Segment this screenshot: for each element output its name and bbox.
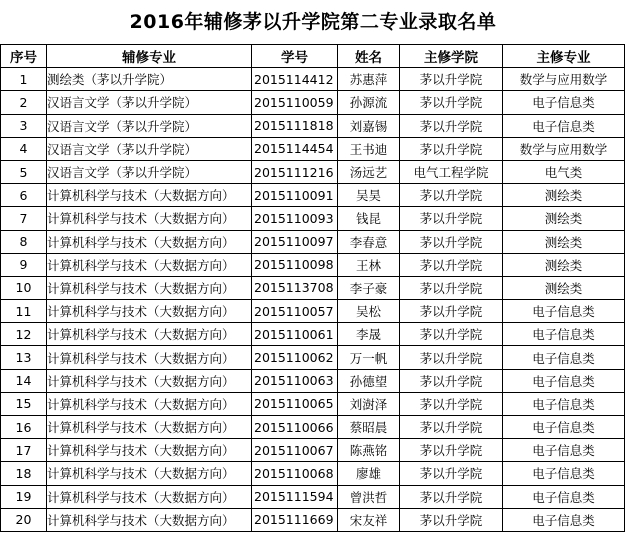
cell-minor-major: 计算机科学与技术（大数据方向） (47, 323, 252, 346)
cell-minor-major: 计算机科学与技术（大数据方向） (47, 462, 252, 485)
cell-student-id: 2015110066 (252, 416, 338, 439)
table-row (1, 230, 625, 253)
cell-name: 孙德望 (338, 369, 400, 392)
cell-main-major: 测绘类 (503, 253, 625, 276)
cell-minor-major: 汉语言文学（茅以升学院） (47, 91, 252, 114)
cell-seq: 5 (1, 160, 47, 183)
cell-seq: 2 (1, 91, 47, 114)
admission-table (0, 44, 625, 532)
header-minor-major: 辅修专业 (47, 45, 252, 68)
cell-main-college: 茅以升学院 (400, 276, 503, 299)
header-seq: 序号 (1, 45, 47, 68)
cell-main-college: 茅以升学院 (400, 439, 503, 462)
table-row (1, 392, 625, 415)
cell-minor-major: 汉语言文学（茅以升学院） (47, 137, 252, 160)
table-row (1, 184, 625, 207)
cell-name: 刘澍泽 (338, 392, 400, 415)
table-row (1, 323, 625, 346)
cell-name: 苏惠萍 (338, 68, 400, 91)
cell-minor-major: 计算机科学与技术（大数据方向） (47, 439, 252, 462)
cell-main-college: 茅以升学院 (400, 114, 503, 137)
cell-seq: 6 (1, 184, 47, 207)
cell-seq: 19 (1, 485, 47, 508)
cell-main-college: 电气工程学院 (400, 160, 503, 183)
cell-name: 曾洪哲 (338, 485, 400, 508)
cell-main-college: 茅以升学院 (400, 323, 503, 346)
cell-name: 汤远艺 (338, 160, 400, 183)
cell-student-id: 2015113708 (252, 276, 338, 299)
header-student-id: 学号 (252, 45, 338, 68)
cell-name: 王书迪 (338, 137, 400, 160)
cell-minor-major: 计算机科学与技术（大数据方向） (47, 253, 252, 276)
cell-minor-major: 计算机科学与技术（大数据方向） (47, 508, 252, 531)
cell-main-major: 电子信息类 (503, 300, 625, 323)
cell-main-college: 茅以升学院 (400, 485, 503, 508)
cell-seq: 3 (1, 114, 47, 137)
cell-student-id: 2015110057 (252, 300, 338, 323)
cell-main-major: 电子信息类 (503, 508, 625, 531)
cell-student-id: 2015110097 (252, 230, 338, 253)
cell-name: 刘嘉锡 (338, 114, 400, 137)
table-row (1, 137, 625, 160)
cell-student-id: 2015110061 (252, 323, 338, 346)
table-row (1, 439, 625, 462)
cell-minor-major: 计算机科学与技术（大数据方向） (47, 276, 252, 299)
cell-main-major: 电子信息类 (503, 485, 625, 508)
cell-name: 陈燕铭 (338, 439, 400, 462)
cell-name: 万一帆 (338, 346, 400, 369)
table-row (1, 253, 625, 276)
cell-main-major: 电子信息类 (503, 462, 625, 485)
page-title: 2016年辅修茅以升学院第二专业录取名单 (129, 11, 497, 33)
cell-name: 吴昊 (338, 184, 400, 207)
cell-name: 宋友祥 (338, 508, 400, 531)
cell-student-id: 2015110067 (252, 439, 338, 462)
cell-student-id: 2015110093 (252, 207, 338, 230)
cell-seq: 14 (1, 369, 47, 392)
cell-student-id: 2015111216 (252, 160, 338, 183)
cell-student-id: 2015114454 (252, 137, 338, 160)
cell-main-college: 茅以升学院 (400, 369, 503, 392)
cell-student-id: 2015111669 (252, 508, 338, 531)
table-row (1, 485, 625, 508)
header-main-college: 主修学院 (400, 45, 503, 68)
cell-minor-major: 计算机科学与技术（大数据方向） (47, 184, 252, 207)
cell-minor-major: 计算机科学与技术（大数据方向） (47, 300, 252, 323)
cell-main-major: 数学与应用数学 (503, 137, 625, 160)
cell-seq: 9 (1, 253, 47, 276)
table-row (1, 91, 625, 114)
cell-main-major: 电气类 (503, 160, 625, 183)
cell-seq: 18 (1, 462, 47, 485)
cell-seq: 10 (1, 276, 47, 299)
cell-main-major: 数学与应用数学 (503, 68, 625, 91)
cell-name: 吴松 (338, 300, 400, 323)
header-main-major: 主修专业 (503, 45, 625, 68)
cell-main-college: 茅以升学院 (400, 137, 503, 160)
cell-main-major: 测绘类 (503, 276, 625, 299)
table-row (1, 114, 625, 137)
table-row (1, 346, 625, 369)
cell-main-college: 茅以升学院 (400, 346, 503, 369)
cell-main-major: 电子信息类 (503, 114, 625, 137)
table-row (1, 300, 625, 323)
cell-student-id: 2015110091 (252, 184, 338, 207)
cell-seq: 11 (1, 300, 47, 323)
cell-student-id: 2015111818 (252, 114, 338, 137)
table-row (1, 369, 625, 392)
cell-minor-major: 计算机科学与技术（大数据方向） (47, 369, 252, 392)
cell-student-id: 2015110068 (252, 462, 338, 485)
cell-minor-major: 计算机科学与技术（大数据方向） (47, 207, 252, 230)
cell-main-college: 茅以升学院 (400, 300, 503, 323)
cell-seq: 7 (1, 207, 47, 230)
table-row (1, 160, 625, 183)
table-row (1, 207, 625, 230)
cell-main-college: 茅以升学院 (400, 253, 503, 276)
cell-seq: 17 (1, 439, 47, 462)
header-name: 姓名 (338, 45, 400, 68)
cell-main-major: 电子信息类 (503, 323, 625, 346)
cell-minor-major: 计算机科学与技术（大数据方向） (47, 346, 252, 369)
cell-main-major: 测绘类 (503, 230, 625, 253)
table-row (1, 416, 625, 439)
cell-main-major: 电子信息类 (503, 416, 625, 439)
cell-student-id: 2015114412 (252, 68, 338, 91)
cell-minor-major: 计算机科学与技术（大数据方向） (47, 392, 252, 415)
cell-main-college: 茅以升学院 (400, 68, 503, 91)
cell-minor-major: 计算机科学与技术（大数据方向） (47, 230, 252, 253)
cell-name: 蔡昭晨 (338, 416, 400, 439)
cell-main-college: 茅以升学院 (400, 462, 503, 485)
table-header-row (1, 45, 625, 68)
cell-seq: 13 (1, 346, 47, 369)
cell-student-id: 2015111594 (252, 485, 338, 508)
cell-seq: 12 (1, 323, 47, 346)
cell-name: 王林 (338, 253, 400, 276)
cell-main-major: 电子信息类 (503, 392, 625, 415)
cell-main-major: 测绘类 (503, 207, 625, 230)
cell-seq: 15 (1, 392, 47, 415)
cell-seq: 8 (1, 230, 47, 253)
cell-main-major: 电子信息类 (503, 439, 625, 462)
cell-name: 李春意 (338, 230, 400, 253)
cell-minor-major: 汉语言文学（茅以升学院） (47, 160, 252, 183)
cell-main-college: 茅以升学院 (400, 508, 503, 531)
cell-student-id: 2015110065 (252, 392, 338, 415)
cell-minor-major: 汉语言文学（茅以升学院） (47, 114, 252, 137)
cell-name: 钱昆 (338, 207, 400, 230)
cell-seq: 4 (1, 137, 47, 160)
cell-minor-major: 计算机科学与技术（大数据方向） (47, 416, 252, 439)
cell-main-major: 电子信息类 (503, 369, 625, 392)
cell-student-id: 2015110098 (252, 253, 338, 276)
cell-main-college: 茅以升学院 (400, 230, 503, 253)
cell-seq: 16 (1, 416, 47, 439)
cell-name: 李子豪 (338, 276, 400, 299)
cell-minor-major: 计算机科学与技术（大数据方向） (47, 485, 252, 508)
cell-seq: 20 (1, 508, 47, 531)
cell-student-id: 2015110062 (252, 346, 338, 369)
table-row (1, 276, 625, 299)
cell-main-major: 电子信息类 (503, 346, 625, 369)
cell-main-major: 测绘类 (503, 184, 625, 207)
table-row (1, 68, 625, 91)
cell-main-college: 茅以升学院 (400, 392, 503, 415)
cell-main-major: 电子信息类 (503, 91, 625, 114)
cell-minor-major: 测绘类（茅以升学院） (47, 68, 252, 91)
cell-student-id: 2015110059 (252, 91, 338, 114)
cell-student-id: 2015110063 (252, 369, 338, 392)
cell-name: 李晟 (338, 323, 400, 346)
cell-main-college: 茅以升学院 (400, 184, 503, 207)
cell-name: 廖雄 (338, 462, 400, 485)
cell-main-college: 茅以升学院 (400, 207, 503, 230)
table-row (1, 508, 625, 531)
table-row (1, 462, 625, 485)
cell-main-college: 茅以升学院 (400, 91, 503, 114)
cell-name: 孙源流 (338, 91, 400, 114)
cell-seq: 1 (1, 68, 47, 91)
cell-main-college: 茅以升学院 (400, 416, 503, 439)
